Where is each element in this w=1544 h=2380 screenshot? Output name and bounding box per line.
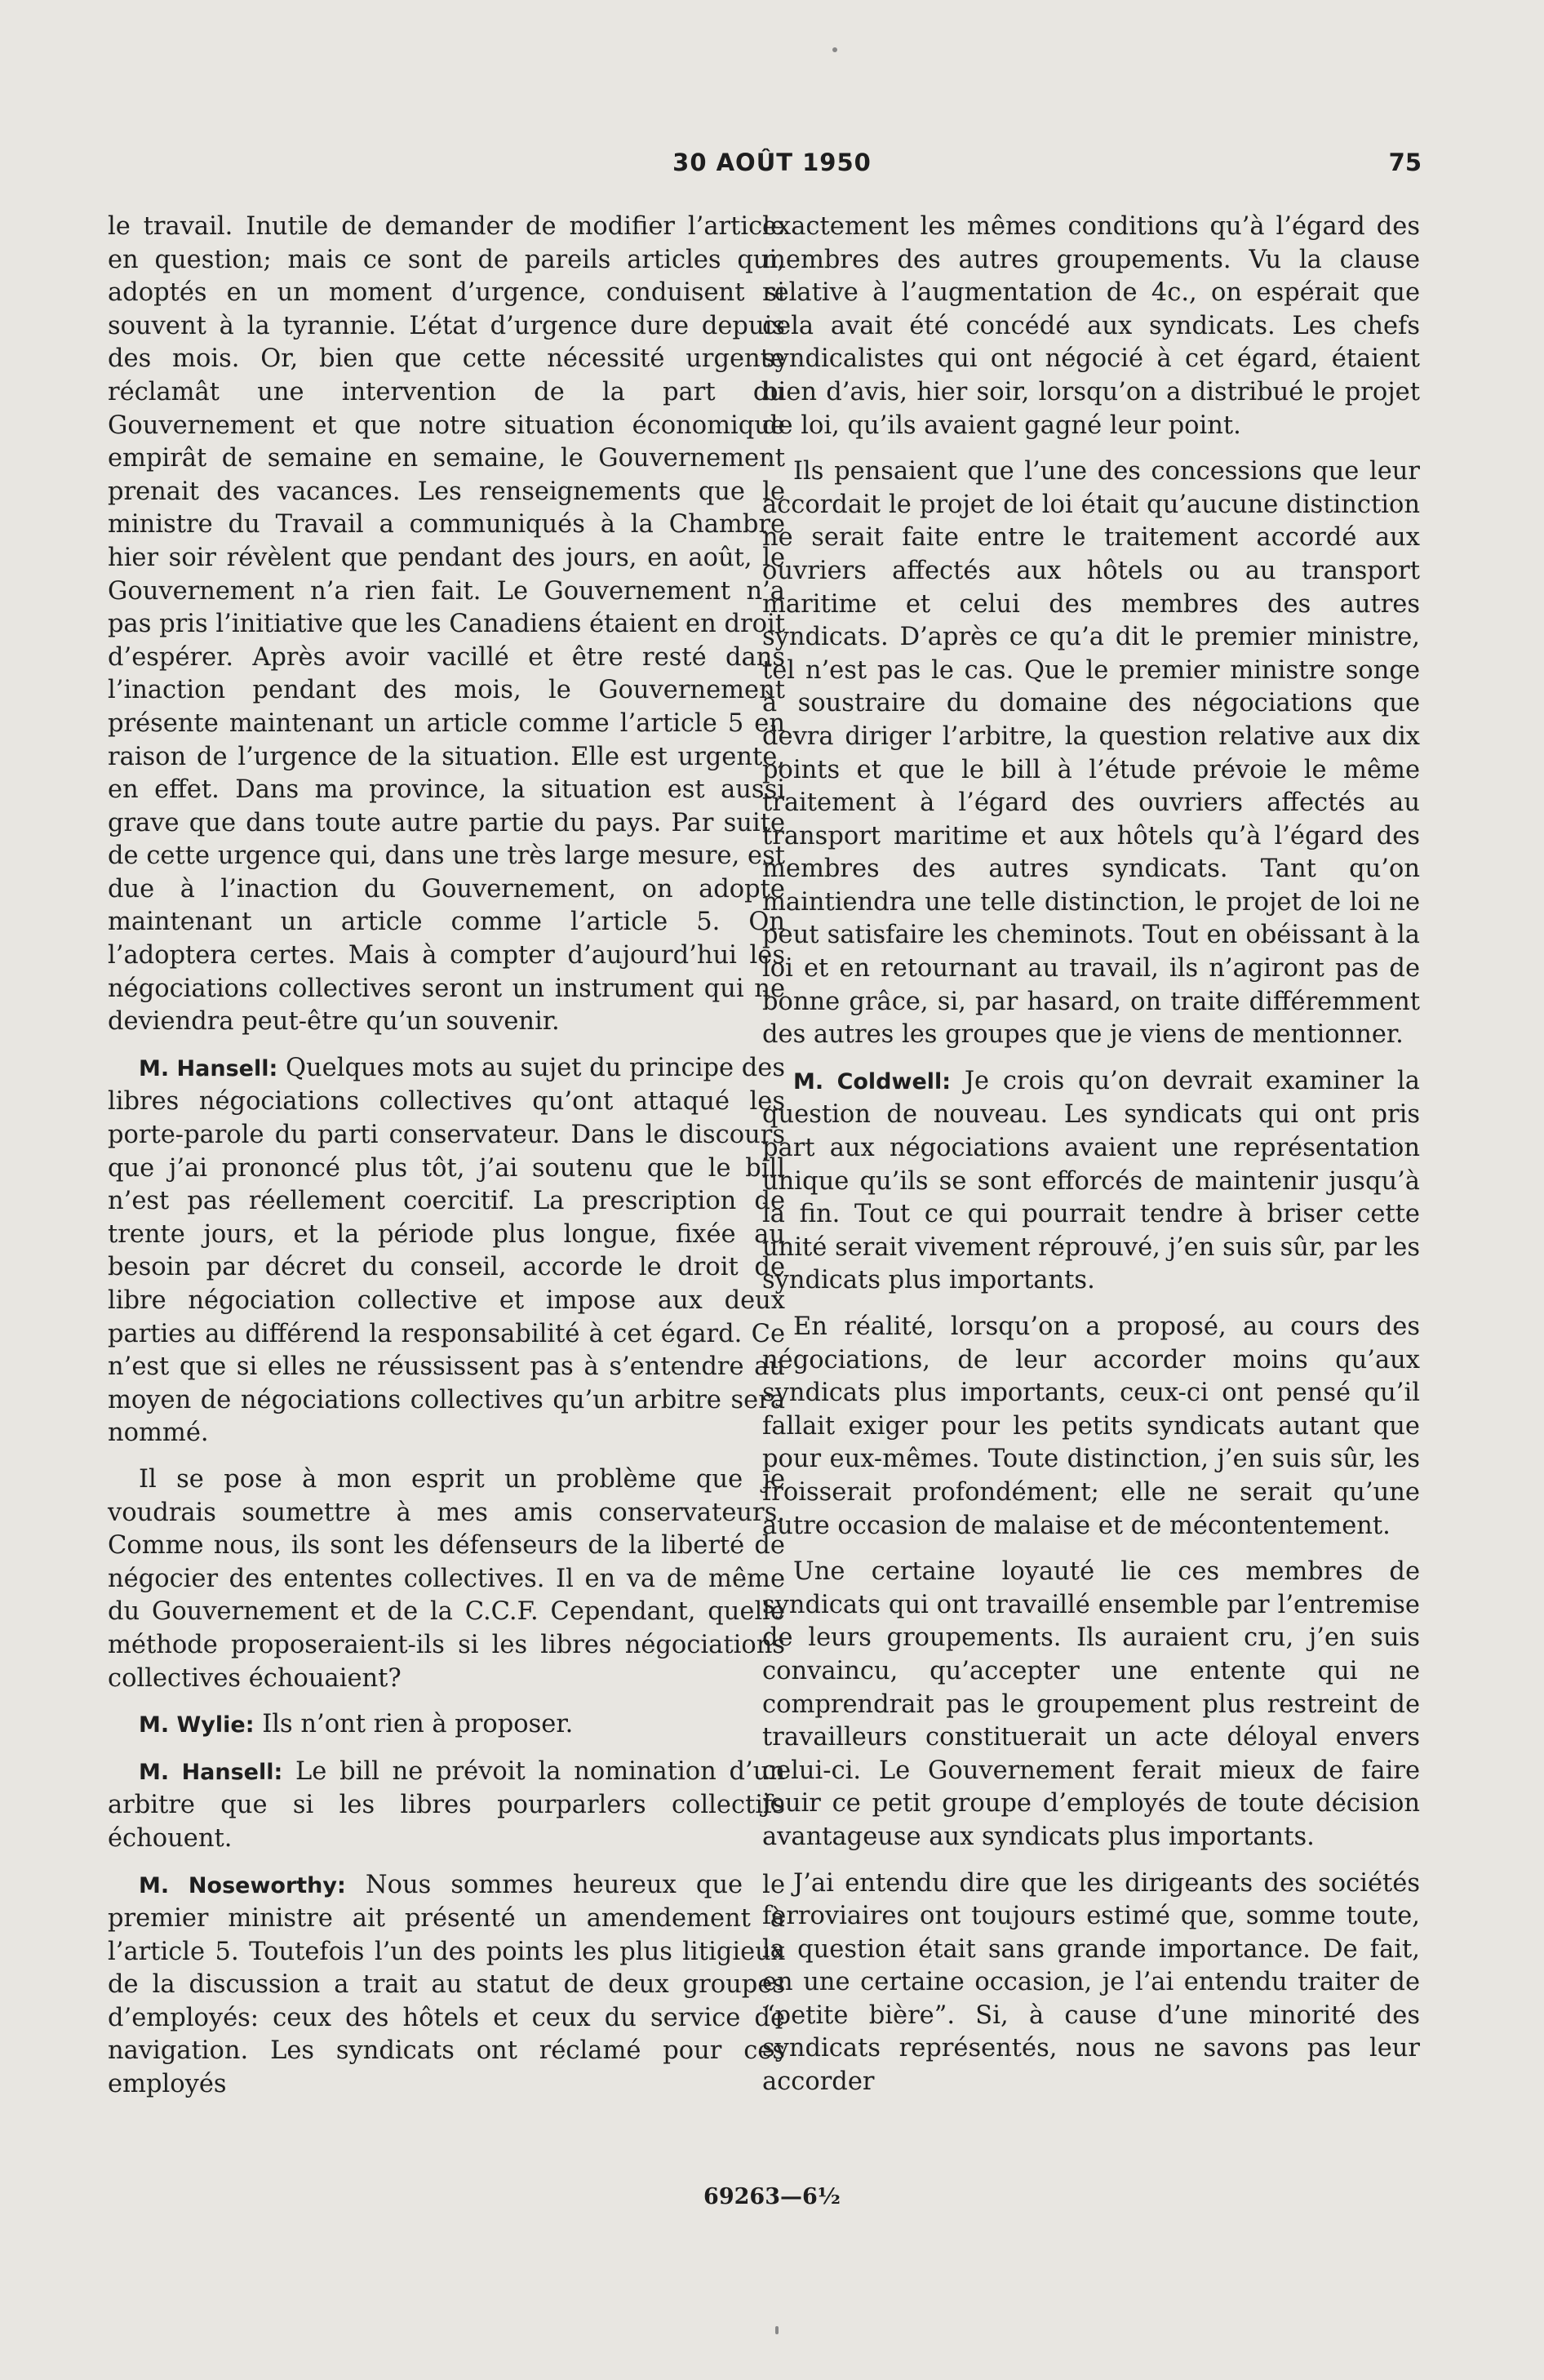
scan-speck	[832, 47, 837, 52]
paragraph	[108, 1869, 785, 2102]
speaker-name: M. Noseworthy:	[139, 1872, 346, 1898]
paragraph	[762, 1311, 1420, 1543]
speaker-name: M. Hansell:	[139, 1055, 278, 1081]
paragraph-text: En réalité, lorsqu’on a proposé, au cours des négociations, de leur accorder moins qu’aux syndicats plus importants, ceux-ci ont pensé qu’il fallait exiger pour les petits syndicats autant que pour eux-mêmes. Toute distinction, j’en suis sûr, les froisserait profondément; elle ne serait qu’une autre occasion de malaise et de mécontentement.	[762, 1312, 1420, 1540]
paragraph	[108, 1463, 785, 1695]
paragraph	[108, 1708, 785, 1743]
paragraph	[108, 211, 785, 1039]
paragraph-text: le travail. Inutile de demander de modifier l’article en question; mais ce sont de pareils articles qui, adoptés en un moment d’urgence, conduisent si souvent à la tyrannie. L’état d’urgence dure depuis des mois. Or, bien que cette nécessité urgente réclamât une intervention de la part du Gouvernement et que notre situation économique empirât de semaine en semaine, le Gouvernement prenait des vacances. Les renseignements que le ministre du Travail a communiqués à la Chambre hier soir révèlent que pendant des jours, en août, le Gouvernement n’a rien fait. Le Gouvernement n’a pas pris l’initiative que les Canadiens étaient en droit d’espérer. Après avoir vacillé et être resté dans l’inaction pendant des mois, le Gouvernement présente maintenant un article comme l’article 5 en raison de l’urgence de la situation. Elle est urgente, en effet. Dans ma province, la situation est aussi grave que dans toute autre partie du pays. Par suite de cette urgence qui, dans une très large mesure, est due à l’inaction du Gouvernement, on adopte maintenant un article comme l’article 5. On l’adoptera certes. Mais à compter d’aujourd’hui les négociations collectives seront un instrument qui ne deviendra peut-être qu’un souvenir.	[108, 212, 785, 1037]
paragraph-text: Une certaine loyauté lie ces membres de syndicats qui ont travaillé ensemble par l’entremise de leurs groupements. Ils auraient cru, j’en suis convaincu, qu’accepter une entente qui ne comprendrait pas le groupement plus restreint de travailleurs constituerait un acte déloyal envers celui-ci. Le Gouvernement ferait mieux de faire jouir ce petit groupe d’employés de toute décision avantageuse aux syndicats plus importants.	[762, 1557, 1420, 1851]
paragraph-text: J’ai entendu dire que les dirigeants des sociétés ferroviaires ont toujours estimé que, somme toute, la question était sans grande importance. De fait, en une certaine occasion, je l’ai entendu traiter de “petite bière”. Si, à cause d’une minorité des syndicats représentés, nous ne savons pas leur accorder	[762, 1868, 1420, 2097]
paragraph	[762, 211, 1420, 442]
paragraph-text: Il se pose à mon esprit un problème que je voudrais soumettre à mes amis conservateurs. Comme nous, ils sont les défenseurs de la liberté de négocier des ententes collectives. Il en va de même du Gouvernement et de la C.C.F. Cependant, quelle méthode proposeraient-ils si les libres négociations collectives échouaient?	[108, 1464, 785, 1693]
speaker-name: M. Wylie:	[139, 1712, 255, 1738]
paragraph-text: Le bill ne prévoit la nomination d’un arbitre que si les libres pourparlers collectifs échouent.	[108, 1756, 785, 1853]
paragraph	[108, 1756, 785, 1856]
paragraph-text: exactement les mêmes conditions qu’à l’égard des membres des autres groupements. Vu la clause relative à l’augmentation de 4c., on espérait que cela avait été concédé aux syndicats. Les chefs syndicalistes qui ont négocié à cet égard, étaient bien d’avis, hier soir, lorsqu’on a distribué le projet de loi, qu’ils avaient gagné leur point.	[762, 212, 1420, 440]
paragraph	[762, 1867, 1420, 2099]
paragraph	[108, 1052, 785, 1450]
page-header	[0, 145, 1544, 186]
paragraph	[762, 1556, 1420, 1854]
paragraph-text: Je crois qu’on devrait examiner la question de nouveau. Les syndicats qui ont pris part aux négociations avaient une représentation unique qu’ils se sont efforcés de maintenir jusqu’à la fin. Tout ce qui pourrait tendre à briser cette unité serait vivement réprouvé, j’en suis sûr, par les syndicats plus importants.	[762, 1066, 1420, 1295]
paragraph-text: Quelques mots au sujet du principe des libres négociations collectives qu’ont attaqué les porte-parole du parti conservateur. Dans le discours que j’ai prononcé plus tôt, j’ai soutenu que le bill n’est pas réellement coercitif. La prescription de trente jours, et la période plus longue, fixée au besoin par décret du conseil, accorde le droit de libre négociation collective et impose aux deux parties au différend la responsabilité à cet égard. Ce n’est que si elles ne réussissent pas à s’entendre au moyen de négociations collectives qu’un arbitre sera nommé.	[108, 1053, 785, 1448]
scan-speck	[775, 2326, 779, 2334]
speaker-name: M. Hansell:	[139, 1759, 283, 1785]
paragraph-text: Ils n’ont rien à proposer.	[262, 1710, 574, 1739]
paragraph	[762, 1065, 1420, 1298]
page-number: 75	[1388, 149, 1422, 176]
right-column	[762, 211, 1420, 2112]
left-column	[108, 211, 785, 2115]
paragraph-text: Ils pensaient que l’une des concessions que leur accordait le projet de loi était qu’aucune distinction ne serait faite entre le traitement accordé aux ouvriers affectés aux hôtels ou au transport maritime et celui des membres des autres syndicats. D’après ce qu’a dit le premier ministre, tel n’est pas le cas. Que le premier ministre songe à soustraire du domaine des négociations que devra diriger l’arbitre, la question relative aux dix points et que le bill à l’étude prévoie le même traitement à l’égard des ouvriers affectés au transport maritime et aux hôtels qu’à l’égard des membres des autres syndicats. Tant qu’on maintiendra une telle distinction, le projet de loi ne peut satisfaire les cheminots. Tout en obéissant à la loi et en retournant au travail, ils n’agiront pas de bonne grâce, si, par hasard, on traite différemment des autres les groupes que je viens de mentionner.	[762, 457, 1420, 1050]
speaker-name: M. Coldwell:	[793, 1068, 952, 1095]
print-code: 69263—6½	[703, 2184, 841, 2209]
paragraph	[762, 455, 1420, 1052]
page-date-title: 30 AOÛT 1950	[672, 149, 872, 176]
paragraph-text: Nous sommes heureux que le premier ministre ait présenté un amendement à l’article 5. Toutefois l’un des points les plus litigieux de la discussion a trait au statut de deux groupes d’employés: ceux des hôtels et ceux du service de navigation. Les syndicats ont réclamé pour ces employés	[108, 1870, 785, 2099]
